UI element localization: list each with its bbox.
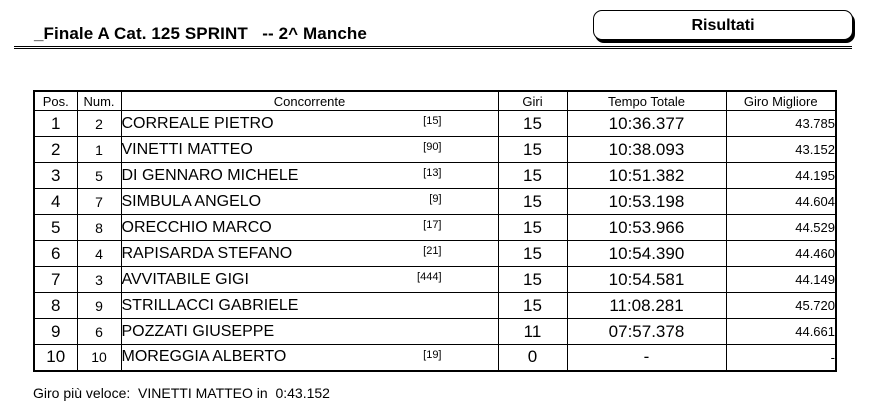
cell-pos: 5 <box>34 215 77 241</box>
cell-best-lap: 44.661 <box>726 319 836 345</box>
competitor-tag: [444] <box>417 271 442 283</box>
table-row <box>34 111 836 137</box>
col-header-laps: Giri <box>498 91 567 111</box>
cell-laps: 15 <box>498 163 567 189</box>
competitor-name: SIMBULA ANGELO <box>121 192 262 210</box>
competitor-tag: [15] <box>423 115 442 127</box>
competitor-tag: [90] <box>423 141 442 153</box>
cell-pos: 6 <box>34 241 77 267</box>
competitor-name: AVVITABILE GIGI <box>121 270 249 288</box>
cell-pos: 7 <box>34 267 77 293</box>
cell-num: 5 <box>77 163 121 189</box>
table-row <box>34 189 836 215</box>
competitor-name: DI GENNARO MICHELE <box>121 166 299 184</box>
table-row <box>34 241 836 267</box>
cell-pos: 4 <box>34 189 77 215</box>
col-header-name: Concorrente <box>121 91 498 111</box>
title-underline <box>14 46 852 47</box>
cell-competitor <box>121 215 498 241</box>
table-row <box>34 345 836 371</box>
cell-laps: 15 <box>498 293 567 319</box>
cell-best-lap: 45.720 <box>726 293 836 319</box>
race-title: _Finale A Cat. 125 SPRINT -- 2^ Manche <box>34 24 367 43</box>
cell-num: 9 <box>77 293 121 319</box>
cell-competitor <box>121 319 498 345</box>
cell-competitor <box>121 241 498 267</box>
competitor-tag: [9] <box>429 193 442 205</box>
cell-competitor <box>121 345 498 371</box>
cell-laps: 11 <box>498 319 567 345</box>
cell-pos: 10 <box>34 345 77 371</box>
cell-best-lap: 43.152 <box>726 137 836 163</box>
cell-num: 3 <box>77 267 121 293</box>
table-row <box>34 215 836 241</box>
cell-laps: 0 <box>498 345 567 371</box>
cell-laps: 15 <box>498 241 567 267</box>
results-button[interactable]: Risultati <box>593 10 853 40</box>
col-header-pos: Pos. <box>34 91 77 111</box>
table-row <box>34 267 836 293</box>
cell-total-time: - <box>567 345 726 371</box>
cell-best-lap: 44.195 <box>726 163 836 189</box>
cell-total-time: 10:36.377 <box>567 111 726 137</box>
cell-pos: 2 <box>34 137 77 163</box>
competitor-tag: [21] <box>423 245 442 257</box>
competitor-name: STRILLACCI GABRIELE <box>121 296 299 314</box>
cell-laps: 15 <box>498 267 567 293</box>
col-header-total-time: Tempo Totale <box>567 91 726 111</box>
cell-laps: 15 <box>498 215 567 241</box>
cell-best-lap: 43.785 <box>726 111 836 137</box>
cell-pos: 1 <box>34 111 77 137</box>
competitor-tag: [17] <box>423 219 442 231</box>
competitor-tag: [13] <box>423 167 442 179</box>
cell-best-lap: 44.149 <box>726 267 836 293</box>
competitor-tag: [19] <box>423 349 442 361</box>
cell-num: 7 <box>77 189 121 215</box>
fastest-lap-note: Giro più veloce: VINETTI MATTEO in 0:43.152 <box>33 385 330 401</box>
title-underline-double <box>14 48 852 49</box>
cell-pos: 8 <box>34 293 77 319</box>
cell-num: 1 <box>77 137 121 163</box>
table-row <box>34 319 836 345</box>
table-header-row <box>34 91 836 111</box>
cell-competitor <box>121 137 498 163</box>
cell-total-time: 10:53.966 <box>567 215 726 241</box>
cell-best-lap: 44.529 <box>726 215 836 241</box>
cell-total-time: 07:57.378 <box>567 319 726 345</box>
cell-total-time: 10:54.390 <box>567 241 726 267</box>
cell-competitor <box>121 267 498 293</box>
cell-competitor <box>121 293 498 319</box>
competitor-name: VINETTI MATTEO <box>121 140 253 158</box>
cell-total-time: 10:51.382 <box>567 163 726 189</box>
cell-num: 8 <box>77 215 121 241</box>
cell-num: 6 <box>77 319 121 345</box>
cell-total-time: 10:53.198 <box>567 189 726 215</box>
col-header-best-lap: Giro Migliore <box>726 91 836 111</box>
cell-num: 10 <box>77 345 121 371</box>
col-header-num: Num. <box>77 91 121 111</box>
cell-best-lap: - <box>726 345 836 371</box>
cell-total-time: 10:54.581 <box>567 267 726 293</box>
competitor-name: CORREALE PIETRO <box>121 114 274 132</box>
cell-laps: 15 <box>498 137 567 163</box>
cell-competitor <box>121 189 498 215</box>
cell-num: 4 <box>77 241 121 267</box>
cell-pos: 9 <box>34 319 77 345</box>
results-table <box>33 90 837 372</box>
competitor-name: ORECCHIO MARCO <box>121 218 272 236</box>
cell-best-lap: 44.604 <box>726 189 836 215</box>
table-row <box>34 137 836 163</box>
table-row <box>34 293 836 319</box>
cell-pos: 3 <box>34 163 77 189</box>
table-row <box>34 163 836 189</box>
cell-competitor <box>121 163 498 189</box>
competitor-name: RAPISARDA STEFANO <box>121 244 293 262</box>
competitor-name: MOREGGIA ALBERTO <box>121 348 287 366</box>
competitor-name: POZZATI GIUSEPPE <box>121 322 275 340</box>
cell-total-time: 10:38.093 <box>567 137 726 163</box>
cell-laps: 15 <box>498 111 567 137</box>
cell-num: 2 <box>77 111 121 137</box>
cell-total-time: 11:08.281 <box>567 293 726 319</box>
cell-best-lap: 44.460 <box>726 241 836 267</box>
cell-competitor <box>121 111 498 137</box>
cell-laps: 15 <box>498 189 567 215</box>
